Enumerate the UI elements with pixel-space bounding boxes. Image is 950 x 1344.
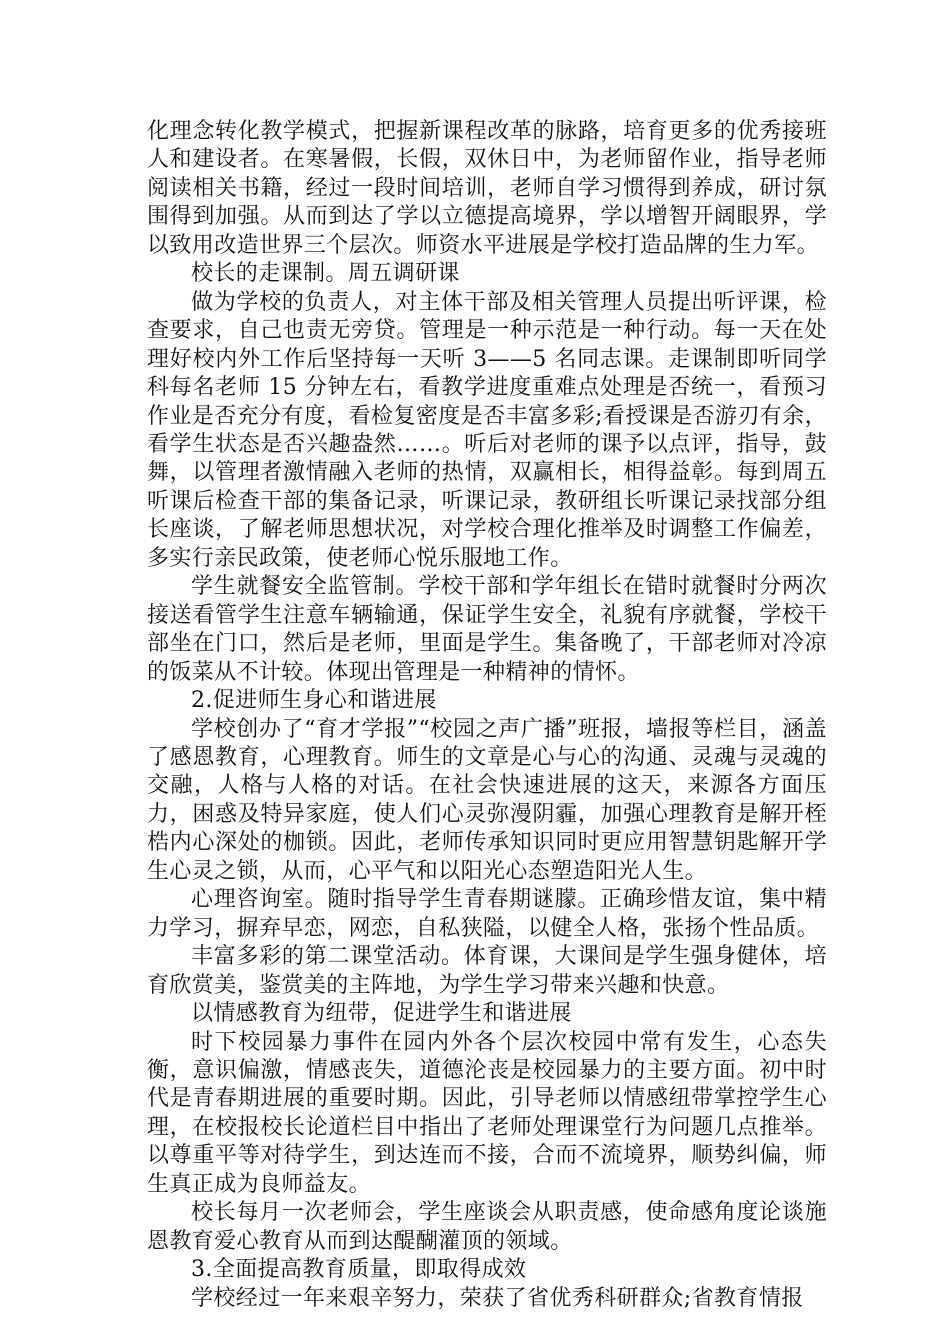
paragraph-dining-safety: 学生就餐安全监管制。学校干部和学年组长在错时就餐时分两次接送看管学生注意车辆输通，保证学生安全，礼貌有序就餐，学校干部坐在门口，然后是老师，里面是学生。集备晚了，干部老师对冷凉的饭菜从不计较。体现出管理是一种精神的情怀。 [147,574,827,685]
paragraph-school-publications: 学校创办了“育才学报”“校园之声广播”班报，墙报等栏目，涵盖了感恩教育，心理教育。师生的文章是心与心的沟通、灵魂与灵魂的交融，人格与人格的对话。在社会快速进展的这天，来源各方面压力，困惑及特异家庭，使人们心灵弥漫阴霾，加强心理教育是解开桎梏内心深处的枷锁。因此，老师传承知识同时更应用智慧钥匙解开学生心灵之锁，从而，心平气和以阳光心态塑造阳光人生。 [147,716,827,884]
document-page [147,118,827,1313]
paragraph-teacher-training: 化理念转化教学模式，把握新课程改革的脉路，培育更多的优秀接班人和建设者。在寒暑假，长假，双休日中，为老师留作业，指导老师阅读相关书籍，经过一段时间培训，老师自学习惯得到养成，研讨氛围得到加强。从而到达了学以立德提高境界，学以增智开阔眼界，学以致用改造世界三个层次。师资水平进展是学校打造品牌的生力军。 [147,119,827,258]
paragraph-achievements: 学校经过一年来艰辛努力，荣获了省优秀科研群众;省教育情报 [191,1285,804,1311]
paragraph-second-classroom: 丰富多彩的第二课堂活动。体育课，大课间是学生强身健体，培育欣赏美，鉴赏美的主阵地，为学生学习带来兴趣和快意。 [147,944,827,998]
paragraph-campus-violence: 时下校园暴力事件在园内外各个层次校园中常有发生，心态失衡，意识偏激，情感丧失，道德沦丧是校园暴力的主要方面。初中时代是青春期进展的重要时期。因此，引导老师以情感纽带掌控学生心理，在校报校长论道栏目中指出了老师处理课堂行为问题几点推举。以尊重平等对待学生，到达连而不接，合而不流境界，顺势纠偏，师生真正成为良师益友。 [147,1029,827,1197]
heading-section-2: 2.促进师生身心和谐进展 [191,688,437,714]
heading-principal-class-walk: 校长的走课制。周五调研课 [191,261,460,287]
paragraph-monthly-meetings: 校长每月一次老师会，学生座谈会从职责感，使命感角度论谈施恩教育爱心教育从而到达醍醐灌顶的领域。 [147,1200,827,1254]
paragraph-counseling-room: 心理咨询室。随时指导学生青春期谜朦。正确珍惜友谊，集中精力学习，摒弃早恋，网恋，自私狭隘，以健全人格，张扬个性品质。 [147,887,827,941]
heading-emotional-education: 以情感教育为纽带，促进学生和谐进展 [191,1001,572,1027]
paragraph-principal-responsibility: 做为学校的负责人，对主体干部及相关管理人员提出听评课，检查要求，自己也责无旁贷。管理是一种示范是一种行动。每一天在处理好校内外工作后坚持每一天听 3——5 名同志课。走课制即听同学科每名老师 15 分钟左右，看教学进度重难点处理是否统一，看预习作业是否充分有度，看检复密度是否丰富多彩;看授课是否游刃有余，看学生状态是否兴趣盎然……。听后对老师的课予以点评，指导，鼓舞，以管理者激情融入老师的热情，双赢相长，相得益彰。每到周五听课后检查干部的集备记录，听课记录，教研组长听课记录找部分组长座谈，了解老师思想状况，对学校合理化推举及时调整工作偏差，多实行亲民政策，使老师心悦乐服地工作。 [147,289,827,571]
heading-section-3: 3.全面提高教育质量，即取得成效 [191,1257,527,1283]
